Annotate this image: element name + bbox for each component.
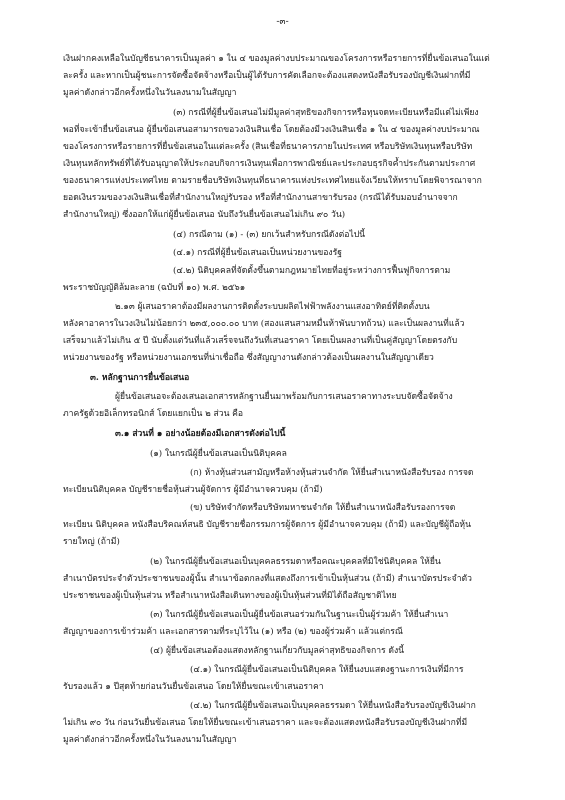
text-line: รับรองแล้ว ๑ ปีสุดท้ายก่อนวันยื่นข้อเสนอ โดยให้ยื่นขณะเข้าเสนอราคา [63, 682, 324, 692]
text-line: ทะเบียน นิติบุคคล หนังสือบริคณห์สนธิ บัญชีรายชื่อกรรมการผู้จัดการ ผู้มีอำนาจควบคุม (ถ้ามี) และบัญชีผู้ถือหุ้น [63, 520, 471, 530]
text-line: ไม่เกิน ๙๐ วัน ก่อนวันยื่นข้อเสนอ โดยให้ยื่นขณะเข้าเสนอราคา และจะต้องแสดงหนังสือรับรองบัญชีเงินฝากที่มี [63, 718, 468, 728]
text-line: หน่วยงานของรัฐ หรือหน่วยงานเอกชนที่น่าเชื่อถือ ซึ่งสัญญางานดังกล่าวต้องเป็นผลงานในสัญญาเดียว [63, 353, 434, 363]
text-line: เงินทุนหลักทรัพย์ที่ได้รับอนุญาตให้ประกอบกิจการเงินทุนเพื่อการพาณิชย์และประกอบธุรกิจค้ำประกันตามประกาศ [63, 159, 476, 169]
text-line: เงินฝากคงเหลือในบัญชีธนาคารเป็นมูลค่า ๑ ใน ๔ ของมูลค่างบประมาณของโครงการหรือรายการที่ยื่นข้อเสนอในแต่ [63, 54, 490, 64]
text-line: (๓) กรณีที่ผู้ยื่นข้อเสนอไม่มีมูลค่าสุทธิของกิจการหรือทุนจดทะเบียนหรือมีแต่ไม่เพียง [173, 108, 479, 118]
text-line: เสร็จมาแล้วไม่เกิน ๕ ปี นับตั้งแต่วันที่แล้วเสร็จจนถึงวันที่เสนอราคา โดยเป็นผลงานที่เป็นคู่สัญญาโดยตรงกับ [63, 336, 458, 346]
text-line: (๒) ในกรณีผู้ยื่นข้อเสนอเป็นบุคคลธรรมดาหรือคณะบุคคลที่มิใช่นิติบุคคล ให้ยื่น [150, 557, 441, 567]
subsection-heading: ๓.๑ ส่วนที่ ๑ อย่างน้อยต้องมีเอกสารดังต่อไปนี้ [115, 429, 286, 439]
text-line: สำนักงานใหญ่) ซึ่งออกให้แก่ผู้ยื่นข้อเสนอ นับถึงวันยื่นข้อเสนอไม่เกิน ๙๐ วัน) [63, 210, 346, 220]
text-line: มูลค่าดังกล่าวอีกครั้งหนึ่งในวันลงนามในสัญญา [63, 88, 237, 98]
text-line: สัญญาของการเข้าร่วมค้า และเอกสารตามที่ระบุไว้ใน (๑) หรือ (๒) ของผู้ร่วมค้า แล้วแต่กรณี [63, 627, 403, 637]
text-line: (๔.๑) กรณีที่ผู้ยื่นข้อเสนอเป็นหน่วยงานของรัฐ [173, 248, 342, 258]
text-line: พอที่จะเข้ายื่นข้อเสนอ ผู้ยื่นข้อเสนอสามารถขอวงเงินสินเชื่อ โดยต้องมีวงเงินสินเชื่อ ๑ ใน ๔ ของมูลค่างบประมาณ [63, 125, 480, 135]
text-line: (๔) ผู้ยื่นข้อเสนอต้องแสดงหลักฐานเกี่ยวกับมูลค่าสุทธิของกิจการ ดังนี้ [150, 646, 405, 656]
text-line: (๓) ในกรณีผู้ยื่นข้อเสนอเป็นผู้ยื่นข้อเสนอร่วมกันในฐานะเป็นผู้ร่วมค้า ให้ยื่นสำเนา [150, 610, 449, 620]
text-line: ๒.๑๓ ผู้เสนอราคาต้องมีผลงานการติดตั้งระบบผลิตไฟฟ้าพลังงานแสงอาทิตย์ที่ติดตั้งบน [115, 302, 430, 312]
text-line: ผู้ยื่นข้อเสนอจะต้องเสนอเอกสารหลักฐานยื่นมาพร้อมกับการเสนอราคาทางระบบจัดซื้อจัดจ้าง [115, 392, 453, 402]
text-line: (๔) กรณีตาม (๑) - (๓) ยกเว้นสำหรับกรณีดังต่อไปนี้ [173, 230, 366, 240]
text-line: สำเนาบัตรประจำตัวประชาชนของผู้นั้น สำเนาข้อตกลงที่แสดงถึงการเข้าเป็นหุ้นส่วน (ถ้ามี) สำเนาบัตรประจำตัว [63, 574, 472, 584]
text-line: ยอดเงินรวมของวงเงินสินเชื่อที่สำนักงานใหญ่รับรอง หรือที่สำนักงานสาขารับรอง (กรณีได้รับมอบอำนาจจาก [63, 193, 458, 203]
text-line: ของโครงการหรือรายการที่ยื่นข้อเสนอในแต่ละครั้ง (สินเชื่อที่ธนาคารภายในประเทศ หรือบริษัทเงินทุนหรือบริษัท [63, 142, 473, 152]
section-heading: ๓. หลักฐานการยื่นข้อเสนอ [90, 373, 190, 383]
text-line: (ก) ห้างหุ้นส่วนสามัญหรือห้างหุ้นส่วนจำกัด ให้ยื่นสำเนาหนังสือรับรอง การจด [190, 468, 474, 478]
page-number: -๓- [276, 17, 289, 27]
text-line: ทะเบียนนิติบุคคล บัญชีรายชื่อหุ้นส่วนผู้จัดการ ผู้มีอำนาจควบคุม (ถ้ามี) [63, 485, 323, 495]
text-line: พระราชบัญญัติล้มละลาย (ฉบับที่ ๑๐) พ.ศ. ๒๕๖๑ [63, 283, 246, 293]
text-line: (๔.๑) ในกรณีผู้ยื่นข้อเสนอเป็นนิติบุคคล ให้ยื่นงบแสดงฐานะการเงินที่มีการ [190, 665, 464, 675]
text-line: (๔.๒) ในกรณีผู้ยื่นข้อเสนอเป็นบุคคลธรรมดา ให้ยื่นหนังสือรับรองบัญชีเงินฝาก [190, 701, 476, 711]
text-line: ภาครัฐด้วยอิเล็กทรอนิกส์ โดยแยกเป็น ๒ ส่วน คือ [63, 409, 244, 419]
text-line: (๔.๒) นิติบุคคลที่จัดตั้งขึ้นตามกฎหมายไทยที่อยู่ระหว่างการฟื้นฟูกิจการตาม [173, 266, 451, 276]
text-line: (๑) ในกรณีผู้ยื่นข้อเสนอเป็นนิติบุคคล [150, 449, 287, 459]
text-line: รายใหญ่ (ถ้ามี) [63, 537, 120, 547]
text-line: (ข) บริษัทจำกัดหรือบริษัทมหาชนจำกัด ให้ยื่นสำเนาหนังสือรับรองการจด [190, 503, 456, 513]
text-line: ของธนาคารแห่งประเทศไทย ตามรายชื่อบริษัทเงินทุนที่ธนาคารแห่งประเทศไทยแจ้งเวียนให้ทราบโดยพิจารณาจาก [63, 176, 482, 186]
text-line: มูลค่าดังกล่าวอีกครั้งหนึ่งในวันลงนามในสัญญา [63, 735, 237, 745]
text-line: ละครั้ง และหากเป็นผู้ชนะการจัดซื้อจัดจ้างหรือเป็นผู้ได้รับการคัดเลือกจะต้องแสดงหนังสือรับรองบัญชีเงินฝากที่มี [63, 71, 471, 81]
text-line: หลังคาอาคารในวงเงินไม่น้อยกว่า ๒๓๕,๐๐๐.๐๐ บาท (สองแสนสามหมื่นห้าพันบาทถ้วน) และเป็นผลงานที่แล้ว [63, 319, 465, 329]
text-line: ประชาชนของผู้เป็นหุ้นส่วน หรือสำเนาหนังสือเดินทางของผู้เป็นหุ้นส่วนที่มิได้ถือสัญชาติไทย [63, 591, 397, 601]
